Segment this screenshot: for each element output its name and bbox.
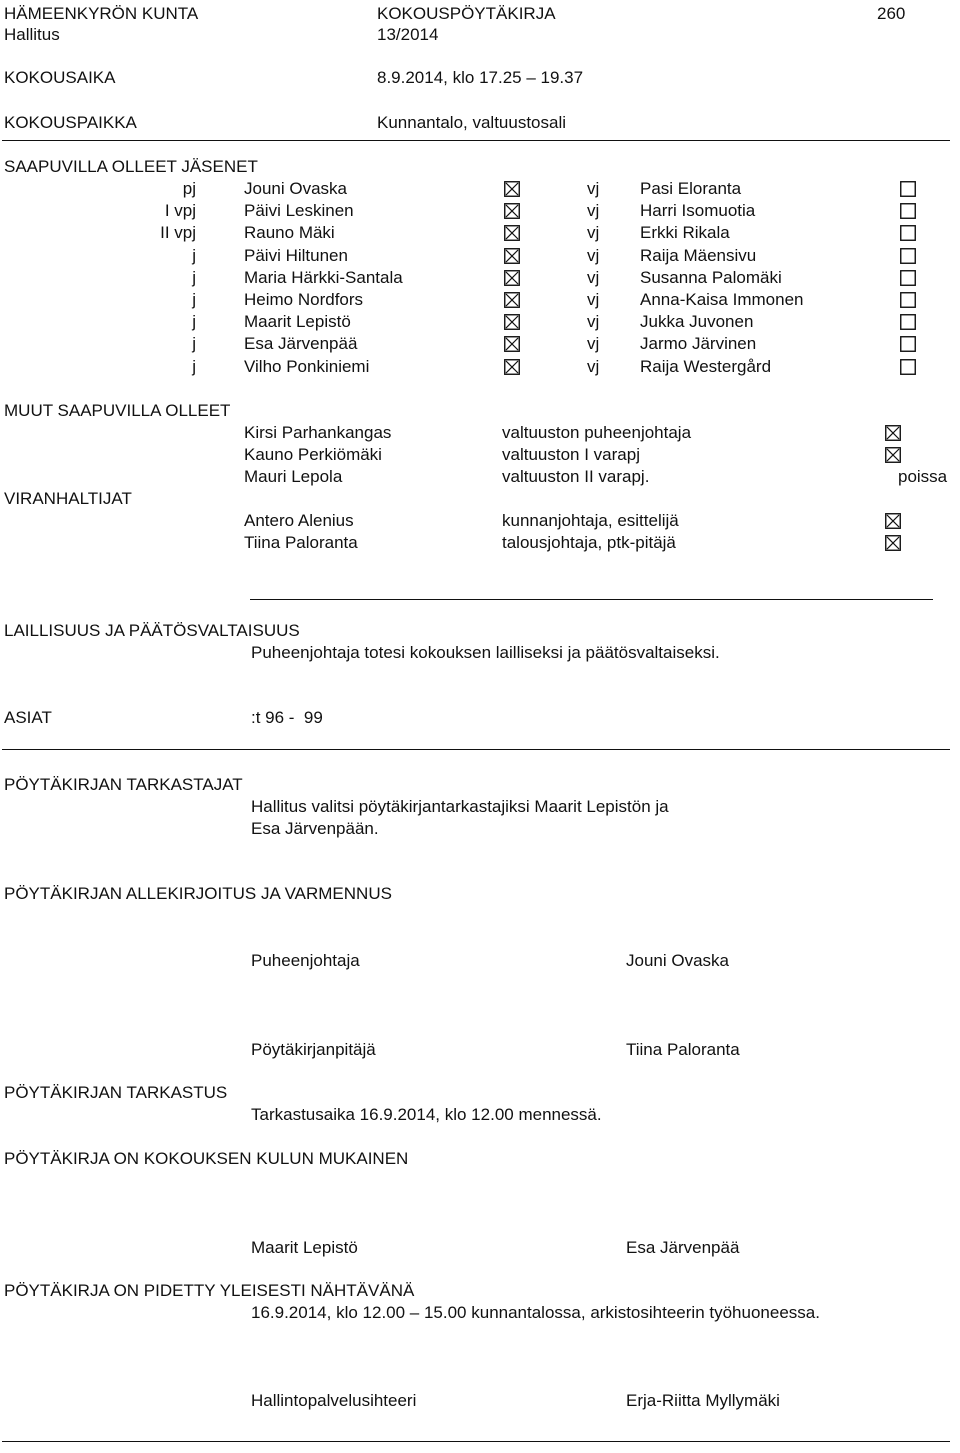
divider-line [2,749,950,750]
attendee-title: valtuuston II varapj. [502,467,650,486]
member-name: Rauno Mäki [244,223,335,243]
deputy-present-checkbox[interactable] [900,270,916,286]
member-name: Esa Järvenpää [244,334,358,354]
meeting-place-value: Kunnantalo, valtuustosali [377,113,567,132]
deputy-name: Raija Westergård [640,356,772,376]
deputy-present-checkbox[interactable] [900,225,916,241]
deputy-role: vj [587,223,600,243]
reviewers-text-line1: Hallitus valitsi pöytäkirjantarkastajiksi Maarit Lepistön ja [251,797,669,816]
public-display-signer-title: Hallintopalvelusihteeri [251,1391,417,1410]
secretary-name: Tiina Paloranta [626,1040,740,1059]
page-number: 260 [877,4,906,23]
deputy-present-checkbox[interactable] [900,359,916,375]
official-title: kunnanjohtaja, esittelijä [502,511,679,530]
member-role: II vpj [160,223,196,243]
member-role: j [192,290,196,309]
member-present-checkbox[interactable] [504,314,520,330]
member-present-checkbox[interactable] [504,225,520,241]
accordance-heading: PÖYTÄKIRJA ON KOKOUKSEN KULUN MUKAINEN [4,1149,409,1168]
secretary-label: Pöytäkirjanpitäjä [251,1040,376,1059]
deputy-present-checkbox[interactable] [900,314,916,330]
member-present-checkbox[interactable] [504,292,520,308]
member-name: Vilho Ponkiniemi [244,356,370,376]
attendee-name: Kirsi Parhankangas [244,423,392,442]
attendee-present-checkbox[interactable] [885,425,901,441]
legality-heading: LAILLISUUS JA PÄÄTÖSVALTAISUUS [4,621,300,640]
member-name: Maarit Lepistö [244,312,351,332]
member-name: Päivi Leskinen [244,201,354,221]
deputy-role: vj [587,312,600,332]
official-present-checkbox[interactable] [885,513,901,529]
member-present-checkbox[interactable] [504,336,520,352]
attendee-name: Kauno Perkiömäki [244,445,382,464]
matters-text: :t 96 - 99 [251,708,323,727]
member-role: I vpj [164,201,196,221]
deputy-present-checkbox[interactable] [900,181,916,197]
deputy-name: Jarmo Järvinen [640,334,757,354]
official-name: Antero Alenius [244,511,354,530]
deputy-role: vj [587,245,600,265]
matters-heading: ASIAT [4,708,52,727]
deputy-present-checkbox[interactable] [900,292,916,308]
member-role: j [192,334,196,354]
member-name: Jouni Ovaska [244,179,347,198]
legality-text: Puheenjohtaja totesi kokouksen lailliseksi ja päätösvaltaiseksi. [251,643,720,662]
accordance-signer-1: Maarit Lepistö [251,1238,358,1257]
deputy-name: Jukka Juvonen [640,312,754,332]
member-name: Maria Härkki-Santala [244,267,403,287]
divider-line [2,140,950,141]
chair-name: Jouni Ovaska [626,951,729,970]
deputy-name: Raija Mäensivu [640,245,757,265]
body-name: Hallitus [4,25,60,44]
reviewers-text-line2: Esa Järvenpään. [251,819,379,838]
deputy-name: Erkki Rikala [640,223,730,243]
attendee-status: poissa [898,467,948,486]
deputy-role: vj [587,179,600,198]
meeting-place-label: KOKOUSPAIKKA [4,113,137,132]
official-title: talousjohtaja, ptk-pitäjä [502,533,676,552]
meeting-number: 13/2014 [377,25,439,44]
deputy-role: vj [587,356,600,376]
public-display-text: 16.9.2014, klo 12.00 – 15.00 kunnantalossa, arkistosihteerin työhuoneessa. [251,1303,820,1322]
deputy-present-checkbox[interactable] [900,203,916,219]
meeting-time-label: KOKOUSAIKA [4,68,116,87]
member-name: Heimo Nordfors [244,290,364,309]
member-present-checkbox[interactable] [504,248,520,264]
members-heading: SAAPUVILLA OLLEET JÄSENET [4,157,258,176]
deputy-name: Harri Isomuotia [640,201,756,221]
divider-line [2,1441,950,1442]
member-name: Päivi Hiltunen [244,245,348,265]
attendee-title: valtuuston I varapj [502,445,640,464]
deputy-name: Pasi Eloranta [640,179,742,198]
review-text: Tarkastusaika 16.9.2014, klo 12.00 mennessä. [251,1105,602,1124]
member-present-checkbox[interactable] [504,359,520,375]
accordance-signer-2: Esa Järvenpää [626,1238,740,1257]
member-present-checkbox[interactable] [504,181,520,197]
municipality-name: HÄMEENKYRÖN KUNTA [4,4,199,23]
review-heading: PÖYTÄKIRJAN TARKASTUS [4,1083,228,1102]
deputy-present-checkbox[interactable] [900,336,916,352]
official-name: Tiina Paloranta [244,533,358,552]
member-role: pj [182,179,196,198]
member-role: j [192,356,196,376]
chair-label: Puheenjohtaja [251,951,360,970]
member-role: j [192,312,196,332]
deputy-role: vj [587,201,600,221]
public-display-signer-name: Erja-Riitta Myllymäki [626,1391,780,1410]
deputy-name: Anna-Kaisa Immonen [640,290,804,309]
member-role: j [192,245,196,265]
reviewers-heading: PÖYTÄKIRJAN TARKASTAJAT [4,775,243,794]
others-heading: MUUT SAAPUVILLA OLLEET [4,401,231,420]
deputy-name: Susanna Palomäki [640,267,782,287]
meeting-time-value: 8.9.2014, klo 17.25 – 19.37 [377,68,584,87]
attendee-name: Mauri Lepola [244,467,343,486]
deputy-role: vj [587,267,600,287]
attendee-present-checkbox[interactable] [885,447,901,463]
public-display-heading: PÖYTÄKIRJA ON PIDETTY YLEISESTI NÄHTÄVÄNÄ [4,1281,415,1300]
divider-line [250,599,933,600]
deputy-role: vj [587,334,600,354]
officials-heading: VIRANHALTIJAT [4,489,132,508]
document-type: KOKOUSPÖYTÄKIRJA [377,4,556,23]
member-role: j [192,267,196,287]
member-present-checkbox[interactable] [504,270,520,286]
signatures-heading: PÖYTÄKIRJAN ALLEKIRJOITUS JA VARMENNUS [4,884,392,903]
deputy-present-checkbox[interactable] [900,248,916,264]
official-present-checkbox[interactable] [885,535,901,551]
attendee-title: valtuuston puheenjohtaja [502,423,692,442]
member-present-checkbox[interactable] [504,203,520,219]
deputy-role: vj [587,290,600,309]
